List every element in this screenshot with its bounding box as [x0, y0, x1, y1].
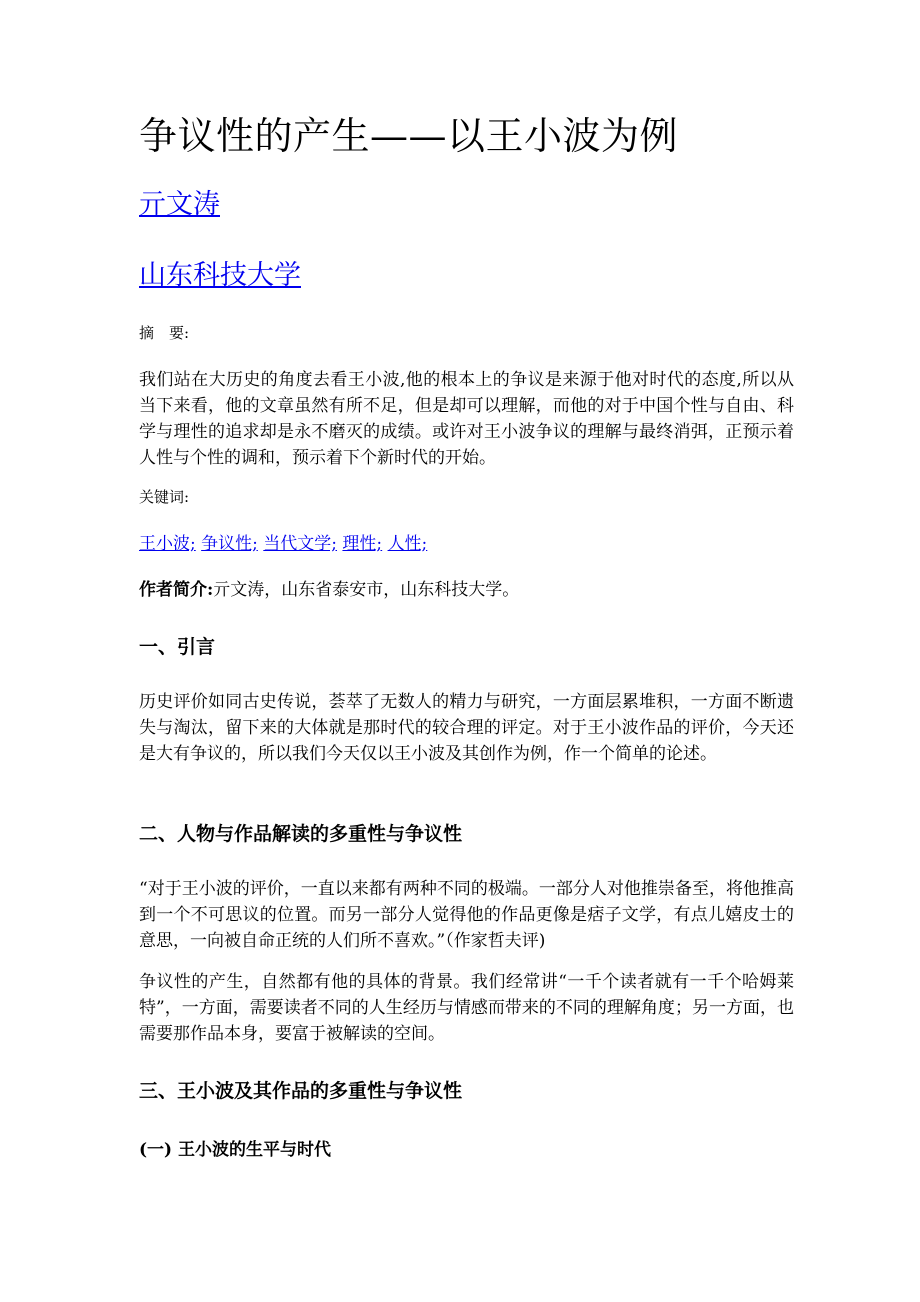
section-paragraph: 争议性的产生，自然都有他的具体的背景。我们经常讲“一千个读者就有一千个哈姆莱特”，一方面，需要读者不同的人生经历与情感而带来的不同的理解角度；另一方面，也需要那作品本身，要富于被解读的空间。: [139, 972, 794, 1044]
keyword-link[interactable]: 理性;: [342, 534, 383, 554]
section-heading-intro: 一、引言: [139, 636, 216, 658]
section-quote: “对于王小波的评价，一直以来都有两种不同的极端。一部分人对他推崇备至，将他推高到一个不可思议的位置。而另一部分人觉得他的作品更像是痞子文学，有点儿嬉皮士的意思，一向被自命正统的人们所不喜欢。”（作家哲夫评): [139, 879, 794, 951]
author-bio-label: 作者简介:: [139, 580, 214, 600]
author-bio: [139, 577, 519, 603]
keywords-label: 关键词:: [139, 488, 190, 506]
section-paragraph: 历史评价如同古史传说，荟萃了无数人的精力与研究，一方面层累堆积，一方面不断遗失与淘汰，留下来的大体就是那时代的较合理的评定。对于王小波作品的评价，今天还是大有争议的，所以我们今天仅以王小波及其创作为例，作一个简单的论述。: [139, 692, 794, 764]
keyword-link[interactable]: 王小波;: [139, 534, 196, 554]
author-bio-text: 亓文涛，山东省泰安市，山东科技大学。: [213, 580, 520, 600]
subsection-heading-life: (一) 王小波的生平与时代: [139, 1140, 332, 1160]
author-link[interactable]: 亓文涛: [139, 189, 220, 220]
affiliation-link[interactable]: 山东科技大学: [139, 260, 301, 291]
keyword-link[interactable]: 当代文学;: [263, 534, 338, 554]
abstract-label: 摘 要:: [139, 324, 190, 342]
abstract-text: 我们站在大历史的角度去看王小波,他的根本上的争议是来源于他对时代的态度,所以从当下来看，他的文章虽然有所不足，但是却可以理解，而他的对于中国个性与自由、科学与理性的追求却是永不磨灭的成绩。或许对王小波争议的理解与最终消弭，正预示着人性与个性的调和，预示着下个新时代的开始。: [139, 370, 794, 468]
keyword-link[interactable]: 人性;: [387, 534, 428, 554]
section-heading-works: 三、王小波及其作品的多重性与争议性: [139, 1080, 463, 1102]
keyword-link[interactable]: 争议性;: [201, 534, 258, 554]
section-heading-duality: 二、人物与作品解读的多重性与争议性: [139, 823, 463, 845]
keywords-list: [139, 531, 427, 557]
paper-title: 争议性的产生——以王小波为例: [139, 114, 679, 158]
